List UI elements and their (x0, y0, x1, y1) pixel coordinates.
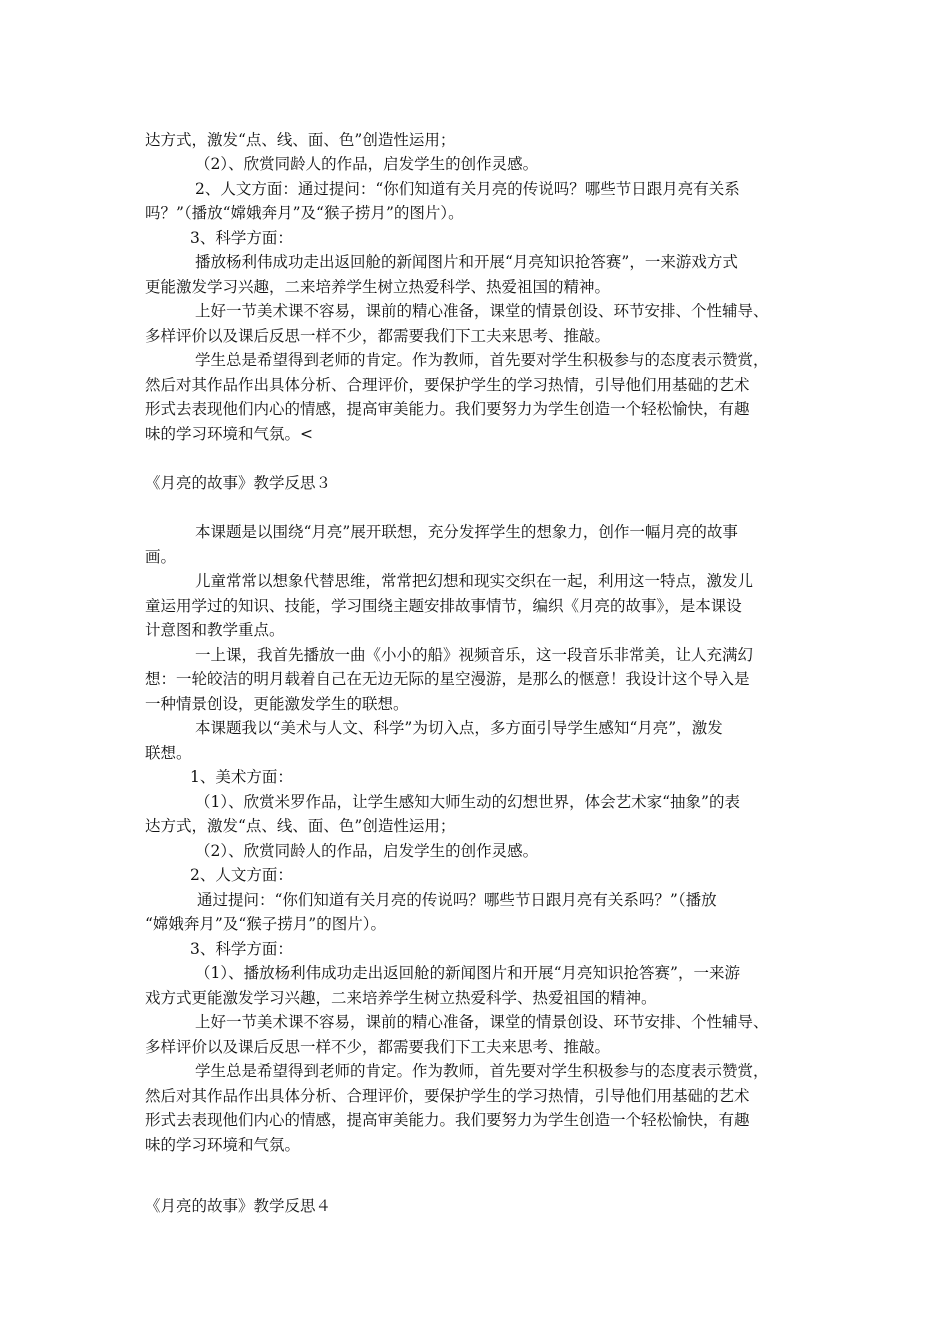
paragraph-line: 形式去表现他们内心的情感，提高审美能力。我们要努力为学生创造一个轻松愉快，有趣 (145, 400, 750, 418)
paragraph-line: 然后对其作品作出具体分析、合理评价，要保护学生的学习热情，引导他们用基础的艺术 (145, 376, 750, 394)
paragraph-line: 味的学习环境和气氛。 (145, 1136, 301, 1154)
paragraph-line: 联想。 (145, 744, 192, 762)
paragraph-line: 2、人文方面： (190, 866, 293, 884)
paragraph-line: 吗？”（播放“嫦娥奔月”及“猴子捞月”的图片）。 (145, 204, 464, 222)
paragraph-line: 播放杨利伟成功走出返回舱的新闻图片和开展“月亮知识抢答赛”，一来游戏方式 (195, 253, 738, 271)
paragraph-line: 学生总是希望得到老师的肯定。作为教师，首先要对学生积极参与的态度表示赞赏， (195, 351, 769, 369)
paragraph-line: 儿童常常以想象代替思维，常常把幻想和现实交织在一起，利用这一特点，激发儿 (195, 572, 754, 590)
paragraph-line: 多样评价以及课后反思一样不少，都需要我们下工夫来思考、推敲。 (145, 327, 611, 345)
paragraph-line: 然后对其作品作出具体分析、合理评价，要保护学生的学习热情，引导他们用基础的艺术 (145, 1087, 750, 1105)
paragraph-line: 1、美术方面： (190, 768, 293, 786)
paragraph-line: 达方式，激发“点、线、面、色”创造性运用； (145, 817, 456, 835)
paragraph-line: 3、科学方面： (190, 229, 293, 247)
paragraph-line: （1）、欣赏米罗作品，让学生感知大师生动的幻想世界，体会艺术家“抽象”的表 (195, 793, 740, 811)
paragraph-line: （2）、欣赏同龄人的作品，启发学生的创作灵感。 (195, 842, 539, 860)
paragraph-line: 本课题我以“美术与人文、科学”为切入点，多方面引导学生感知“月亮”，激发 (195, 719, 723, 737)
paragraph-line: 3、科学方面： (190, 940, 293, 958)
paragraph-line: （2）、欣赏同龄人的作品，启发学生的创作灵感。 (195, 155, 539, 173)
paragraph-line: 2、人文方面：通过提问：“你们知道有关月亮的传说吗？哪些节日跟月亮有关系 (195, 180, 740, 198)
paragraph-line: 达方式，激发“点、线、面、色”创造性运用； (145, 131, 456, 149)
paragraph-line: 多样评价以及课后反思一样不少，都需要我们下工夫来思考、推敲。 (145, 1038, 611, 1056)
paragraph-line: 本课题是以围绕“月亮”展开联想，充分发挥学生的想象力，创作一幅月亮的故事 (195, 523, 738, 541)
paragraph-line: 味的学习环境和气氛。< (145, 425, 313, 443)
section-title: 《月亮的故事》教学反思３ (145, 474, 332, 492)
paragraph-line: 上好一节美术课不容易，课前的精心准备，课堂的情景创设、环节安排、个性辅导、 (195, 1013, 769, 1031)
paragraph-line: 形式去表现他们内心的情感，提高审美能力。我们要努力为学生创造一个轻松愉快，有趣 (145, 1111, 750, 1129)
paragraph-line: 一上课，我首先播放一曲《小小的船》视频音乐，这一段音乐非常美，让人充满幻 (195, 646, 754, 664)
paragraph-line: 通过提问：“你们知道有关月亮的传说吗？哪些节日跟月亮有关系吗？”（播放 (197, 891, 717, 909)
paragraph-line: 计意图和教学重点。 (145, 621, 285, 639)
paragraph-line: 童运用学过的知识、技能，学习围绕主题安排故事情节，编织《月亮的故事》，是本课设 (145, 597, 742, 615)
section-title: 《月亮的故事》教学反思４ (145, 1197, 332, 1215)
paragraph-line: 戏方式更能激发学习兴趣，二来培养学生树立热爱科学、热爱祖国的精神。 (145, 989, 657, 1007)
paragraph-line: 更能激发学习兴趣，二来培养学生树立热爱科学、热爱祖国的精神。 (145, 278, 611, 296)
paragraph-line: 一种情景创设，更能激发学生的联想。 (145, 695, 409, 713)
paragraph-line: 画。 (145, 548, 177, 566)
paragraph-line: 上好一节美术课不容易，课前的精心准备，课堂的情景创设、环节安排、个性辅导、 (195, 302, 769, 320)
paragraph-line: “嫦娥奔月”及“猴子捞月”的图片）。 (145, 915, 386, 933)
paragraph-line: 学生总是希望得到老师的肯定。作为教师，首先要对学生积极参与的态度表示赞赏， (195, 1062, 769, 1080)
paragraph-line: （1）、播放杨利伟成功走出返回舱的新闻图片和开展“月亮知识抢答赛”，一来游 (195, 964, 740, 982)
paragraph-line: 想：一轮皎洁的明月载着自己在无边无际的星空漫游，是那么的惬意！我设计这个导入是 (145, 670, 750, 688)
